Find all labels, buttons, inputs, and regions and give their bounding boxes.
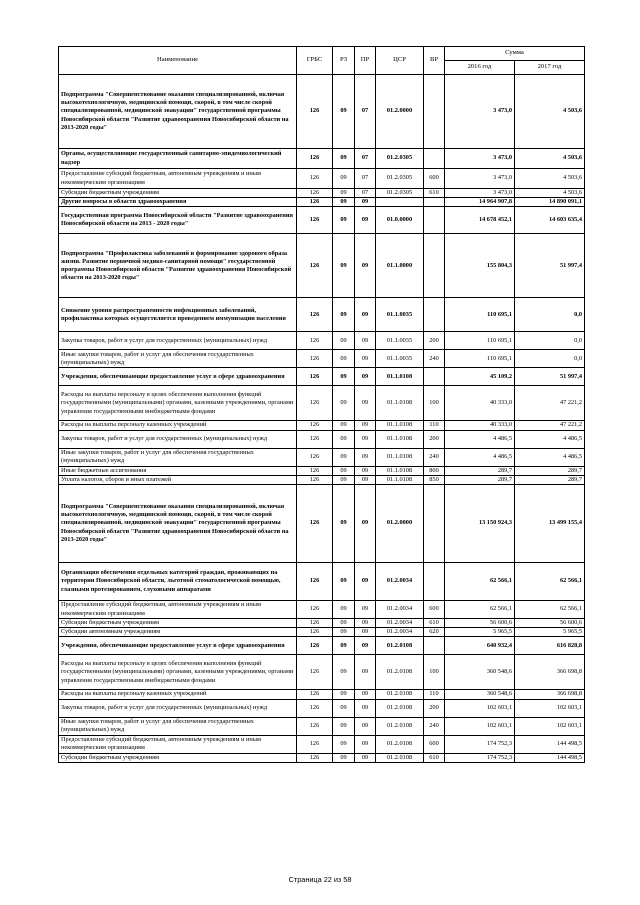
- cell-s2017: 47 221,2: [515, 386, 585, 421]
- cell-pr: 09: [355, 198, 376, 207]
- cell-vr: 100: [424, 386, 445, 421]
- cell-rz: 09: [333, 75, 355, 149]
- cell-s2017: 102 603,1: [515, 717, 585, 735]
- cell-grbs: 126: [297, 421, 333, 430]
- cell-csr: 01.0.0000: [376, 207, 424, 234]
- cell-vr: 850: [424, 475, 445, 484]
- cell-vr: [424, 149, 445, 169]
- table-row: [59, 475, 585, 484]
- col-vr-header: ВР: [424, 47, 445, 75]
- cell-grbs: 126: [297, 735, 333, 753]
- cell-pr: 09: [355, 637, 376, 655]
- cell-csr: 01.1.0035: [376, 350, 424, 368]
- cell-s2016: 13 150 924,3: [445, 485, 515, 563]
- cell-vr: 600: [424, 735, 445, 753]
- cell-vr: 600: [424, 169, 445, 189]
- cell-name: Организация обеспечения отдельных категорий граждан, проживающих на территории Новосибирской области, льготной стоматологической помощью, глазными протезированием, слуховыми аппаратами: [59, 563, 297, 601]
- cell-grbs: 126: [297, 198, 333, 207]
- cell-s2017: 56 600,6: [515, 619, 585, 628]
- cell-csr: 01.1.0035: [376, 298, 424, 332]
- cell-pr: 07: [355, 189, 376, 198]
- cell-rz: 09: [333, 234, 355, 298]
- cell-grbs: 126: [297, 628, 333, 637]
- cell-pr: 09: [355, 485, 376, 563]
- cell-s2017: 0,0: [515, 298, 585, 332]
- cell-csr: 01.2.0108: [376, 717, 424, 735]
- cell-vr: [424, 485, 445, 563]
- col-2017-header: 2017 год: [515, 61, 585, 75]
- cell-name: Иные бюджетные ассигнования: [59, 466, 297, 475]
- cell-csr: 01.1.0108: [376, 386, 424, 421]
- cell-rz: 09: [333, 628, 355, 637]
- cell-pr: 09: [355, 563, 376, 601]
- cell-vr: 620: [424, 628, 445, 637]
- cell-s2017: 4 486,5: [515, 430, 585, 448]
- cell-csr: 01.2.0108: [376, 637, 424, 655]
- cell-rz: 09: [333, 448, 355, 466]
- table-row: [59, 466, 585, 475]
- cell-rz: 09: [333, 619, 355, 628]
- cell-s2016: 360 548,6: [445, 690, 515, 699]
- table-row: [59, 628, 585, 637]
- cell-s2017: 62 566,1: [515, 601, 585, 619]
- cell-csr: 01.2.0000: [376, 75, 424, 149]
- cell-s2016: 62 566,1: [445, 563, 515, 601]
- cell-name: Закупка товаров, работ и услуг для государственных (муниципальных) нужд: [59, 430, 297, 448]
- cell-pr: 09: [355, 735, 376, 753]
- cell-rz: 09: [333, 368, 355, 386]
- cell-vr: [424, 234, 445, 298]
- cell-s2017: 4 486,5: [515, 448, 585, 466]
- cell-rz: 09: [333, 753, 355, 762]
- cell-s2016: 3 473,0: [445, 169, 515, 189]
- table-row: [59, 198, 585, 207]
- cell-name: Субсидии бюджетным учреждениям: [59, 753, 297, 762]
- col-grbs-header: ГРБС: [297, 47, 333, 75]
- cell-pr: 09: [355, 386, 376, 421]
- cell-pr: 09: [355, 699, 376, 717]
- cell-pr: 09: [355, 717, 376, 735]
- table-row: [59, 350, 585, 368]
- cell-name: Уплата налогов, сборов и иных платежей: [59, 475, 297, 484]
- cell-rz: 09: [333, 601, 355, 619]
- cell-name: Учреждения, обеспечивающие предоставление услуг в сфере здравоохранения: [59, 637, 297, 655]
- cell-s2016: 45 109,2: [445, 368, 515, 386]
- cell-rz: 09: [333, 169, 355, 189]
- cell-name: Субсидии автономным учреждениям: [59, 628, 297, 637]
- cell-pr: 09: [355, 655, 376, 690]
- cell-grbs: 126: [297, 368, 333, 386]
- cell-grbs: 126: [297, 298, 333, 332]
- cell-pr: 09: [355, 619, 376, 628]
- cell-rz: 09: [333, 699, 355, 717]
- cell-s2016: 5 965,5: [445, 628, 515, 637]
- cell-name: Предоставление субсидий бюджетным, автономным учреждениям и иным некоммерческим организациям: [59, 735, 297, 753]
- cell-vr: 240: [424, 350, 445, 368]
- cell-pr: 09: [355, 350, 376, 368]
- table-row: [59, 448, 585, 466]
- cell-name: Закупка товаров, работ и услуг для государственных (муниципальных) нужд: [59, 699, 297, 717]
- cell-pr: 07: [355, 149, 376, 169]
- cell-rz: 09: [333, 690, 355, 699]
- cell-grbs: 126: [297, 475, 333, 484]
- cell-grbs: 126: [297, 466, 333, 475]
- cell-s2016: 110 695,1: [445, 332, 515, 350]
- cell-s2017: 0,0: [515, 332, 585, 350]
- cell-s2017: 0,0: [515, 350, 585, 368]
- cell-s2017: 4 503,6: [515, 149, 585, 169]
- cell-vr: 110: [424, 690, 445, 699]
- cell-name: Расходы на выплаты персоналу казенных учреждений: [59, 421, 297, 430]
- cell-s2016: 289,7: [445, 466, 515, 475]
- cell-vr: 240: [424, 448, 445, 466]
- cell-pr: 09: [355, 421, 376, 430]
- cell-grbs: 126: [297, 332, 333, 350]
- cell-grbs: 126: [297, 690, 333, 699]
- cell-csr: 01.1.0108: [376, 466, 424, 475]
- cell-s2017: 144 498,5: [515, 753, 585, 762]
- cell-pr: 07: [355, 75, 376, 149]
- cell-csr: 01.2.0108: [376, 690, 424, 699]
- cell-name: Иные закупки товаров, работ и услуг для обеспечения государственных (муниципальных) нужд: [59, 448, 297, 466]
- cell-csr: 01.2.0108: [376, 655, 424, 690]
- cell-s2017: 289,7: [515, 475, 585, 484]
- cell-grbs: 126: [297, 699, 333, 717]
- col-name-header: Наименование: [59, 47, 297, 75]
- cell-csr: 01.2.0034: [376, 563, 424, 601]
- cell-name: Иные закупки товаров, работ и услуг для обеспечения государственных (муниципальных) нужд: [59, 350, 297, 368]
- cell-name: Субсидии бюджетным учреждениям: [59, 619, 297, 628]
- cell-rz: 09: [333, 475, 355, 484]
- cell-s2016: 360 548,6: [445, 655, 515, 690]
- cell-rz: 09: [333, 655, 355, 690]
- table-row: [59, 655, 585, 690]
- cell-grbs: 126: [297, 149, 333, 169]
- cell-s2016: 640 932,4: [445, 637, 515, 655]
- cell-grbs: 126: [297, 601, 333, 619]
- cell-rz: 09: [333, 563, 355, 601]
- table-row: [59, 169, 585, 189]
- cell-grbs: 126: [297, 637, 333, 655]
- cell-csr: 01.2.0108: [376, 753, 424, 762]
- cell-grbs: 126: [297, 75, 333, 149]
- cell-s2017: 144 498,5: [515, 735, 585, 753]
- cell-name: Подпрограмма "Профилактика заболеваний и формирование здорового образа жизни. Развитие первичной медико-санитарной помощи" государственной программы Новосибирской области "Развитие здравоохранения Новосибирской области на 2013-2020 годы": [59, 234, 297, 298]
- cell-name: Подпрограмма "Совершенствование оказания специализированной, включая высокотехнологичную, медицинской помощи, скорой, в том числе скорой специализированной, медицинской эвакуации" государственной программы Новосибирской области "Развитие здравоохранения Новосибирской области на 2013-2020 годы": [59, 75, 297, 149]
- cell-rz: 09: [333, 149, 355, 169]
- cell-s2017: 366 698,8: [515, 655, 585, 690]
- table-row: [59, 485, 585, 563]
- cell-s2016: 4 486,5: [445, 430, 515, 448]
- col-2016-header: 2016 год: [445, 61, 515, 75]
- cell-vr: 200: [424, 699, 445, 717]
- cell-s2016: 289,7: [445, 475, 515, 484]
- cell-grbs: 126: [297, 563, 333, 601]
- cell-s2016: 3 473,0: [445, 75, 515, 149]
- cell-vr: 610: [424, 189, 445, 198]
- cell-csr: 01.1.0108: [376, 448, 424, 466]
- table-row: [59, 717, 585, 735]
- cell-rz: 09: [333, 386, 355, 421]
- cell-rz: 09: [333, 735, 355, 753]
- budget-table: [58, 46, 585, 763]
- cell-name: Расходы на выплаты персоналу в целях обеспечения выполнения функций государственными (муниципальными) органами, казенными учреждениями, органами управления государственными внебюджетными фондами: [59, 386, 297, 421]
- cell-rz: 09: [333, 298, 355, 332]
- col-csr-header: ЦСР: [376, 47, 424, 75]
- cell-s2017: 13 499 155,4: [515, 485, 585, 563]
- cell-s2017: 14 890 091,1: [515, 198, 585, 207]
- cell-pr: 09: [355, 332, 376, 350]
- cell-s2016: 40 333,0: [445, 421, 515, 430]
- cell-vr: 200: [424, 332, 445, 350]
- cell-s2016: 62 566,1: [445, 601, 515, 619]
- cell-s2017: 102 603,1: [515, 699, 585, 717]
- cell-s2017: 4 503,6: [515, 189, 585, 198]
- page-footer: Страница 22 из 58: [288, 875, 352, 884]
- cell-rz: 09: [333, 466, 355, 475]
- cell-rz: 09: [333, 198, 355, 207]
- cell-s2016: 174 752,3: [445, 735, 515, 753]
- table-row: [59, 421, 585, 430]
- cell-vr: [424, 198, 445, 207]
- cell-s2016: 14 678 452,1: [445, 207, 515, 234]
- cell-pr: 09: [355, 207, 376, 234]
- cell-grbs: 126: [297, 485, 333, 563]
- cell-rz: 09: [333, 637, 355, 655]
- cell-csr: [376, 198, 424, 207]
- cell-s2016: 174 752,3: [445, 753, 515, 762]
- cell-pr: 09: [355, 368, 376, 386]
- cell-grbs: 126: [297, 169, 333, 189]
- cell-csr: 01.2.0305: [376, 149, 424, 169]
- cell-grbs: 126: [297, 753, 333, 762]
- table-row: [59, 619, 585, 628]
- cell-name: Расходы на выплаты персоналу в целях обеспечения выполнения функций государственными (муниципальными) органами, казенными учреждениями, органами управления государственными внебюджетными фондами: [59, 655, 297, 690]
- table-row: [59, 189, 585, 198]
- cell-grbs: 126: [297, 619, 333, 628]
- cell-grbs: 126: [297, 430, 333, 448]
- table-row: [59, 753, 585, 762]
- cell-vr: [424, 207, 445, 234]
- cell-grbs: 126: [297, 386, 333, 421]
- table-row: [59, 699, 585, 717]
- cell-name: Другие вопросы в области здравоохранения: [59, 198, 297, 207]
- cell-grbs: 126: [297, 717, 333, 735]
- cell-vr: [424, 637, 445, 655]
- cell-s2016: 155 804,3: [445, 234, 515, 298]
- table-row: [59, 690, 585, 699]
- cell-vr: [424, 298, 445, 332]
- cell-csr: 01.1.0108: [376, 368, 424, 386]
- table-row: [59, 735, 585, 753]
- cell-vr: [424, 563, 445, 601]
- cell-pr: 09: [355, 628, 376, 637]
- cell-name: Органы, осуществляющие государственный санитарно-эпидемиологический надзор: [59, 149, 297, 169]
- cell-pr: 09: [355, 601, 376, 619]
- cell-rz: 09: [333, 207, 355, 234]
- cell-vr: 100: [424, 655, 445, 690]
- cell-pr: 09: [355, 448, 376, 466]
- cell-rz: 09: [333, 717, 355, 735]
- cell-grbs: 126: [297, 189, 333, 198]
- table-row: [59, 75, 585, 149]
- cell-vr: 800: [424, 466, 445, 475]
- cell-s2017: 14 603 635,4: [515, 207, 585, 234]
- cell-csr: 01.1.0035: [376, 332, 424, 350]
- cell-s2017: 62 566,1: [515, 563, 585, 601]
- cell-grbs: 126: [297, 350, 333, 368]
- table-row: [59, 332, 585, 350]
- cell-s2017: 47 221,2: [515, 421, 585, 430]
- table-row: [59, 637, 585, 655]
- cell-s2017: 289,7: [515, 466, 585, 475]
- cell-csr: 01.1.0108: [376, 430, 424, 448]
- cell-csr: 01.2.0108: [376, 735, 424, 753]
- cell-csr: 01.2.0034: [376, 619, 424, 628]
- table-row: [59, 386, 585, 421]
- cell-s2016: 14 964 907,8: [445, 198, 515, 207]
- cell-grbs: 126: [297, 207, 333, 234]
- cell-name: Снижение уровня распространенности инфекционных заболеваний, профилактика которых осуществляется проведением иммунизации населения: [59, 298, 297, 332]
- cell-csr: 01.1.0108: [376, 421, 424, 430]
- cell-name: Предоставление субсидий бюджетным, автономным учреждениям и иным некоммерческим организациям: [59, 601, 297, 619]
- cell-csr: 01.1.0000: [376, 234, 424, 298]
- cell-s2017: 51 997,4: [515, 368, 585, 386]
- cell-s2017: 616 828,8: [515, 637, 585, 655]
- cell-s2017: 51 997,4: [515, 234, 585, 298]
- table-row: [59, 234, 585, 298]
- cell-pr: 09: [355, 690, 376, 699]
- table-row: [59, 298, 585, 332]
- col-sum-header: Сумма: [445, 47, 585, 61]
- cell-s2016: 102 603,1: [445, 717, 515, 735]
- table-row: [59, 207, 585, 234]
- cell-grbs: 126: [297, 234, 333, 298]
- cell-name: Подпрограмма "Совершенствование оказания специализированной, включая высокотехнологичную, медицинской помощи, скорой, в том числе скорой специализированной, медицинской эвакуации" государственной программы Новосибирской области "Развитие здравоохранения Новосибирской области на 2013-2020 годы": [59, 485, 297, 563]
- cell-csr: 01.2.0305: [376, 189, 424, 198]
- cell-pr: 09: [355, 430, 376, 448]
- cell-rz: 09: [333, 430, 355, 448]
- cell-name: Предоставление субсидий бюджетным, автономным учреждениям и иным некоммерческим организациям: [59, 169, 297, 189]
- cell-rz: 09: [333, 332, 355, 350]
- cell-csr: 01.2.0034: [376, 628, 424, 637]
- cell-s2017: 4 503,6: [515, 75, 585, 149]
- cell-vr: 200: [424, 430, 445, 448]
- table-row: [59, 601, 585, 619]
- cell-s2017: 4 503,6: [515, 169, 585, 189]
- cell-rz: 09: [333, 485, 355, 563]
- cell-s2016: 40 333,0: [445, 386, 515, 421]
- col-rz-header: РЗ: [333, 47, 355, 75]
- cell-s2016: 4 486,5: [445, 448, 515, 466]
- cell-pr: 09: [355, 753, 376, 762]
- cell-vr: 240: [424, 717, 445, 735]
- cell-rz: 09: [333, 189, 355, 198]
- cell-s2016: 3 473,0: [445, 189, 515, 198]
- cell-csr: 01.2.0000: [376, 485, 424, 563]
- table-row: [59, 563, 585, 601]
- cell-vr: 610: [424, 619, 445, 628]
- cell-csr: 01.1.0108: [376, 475, 424, 484]
- cell-pr: 09: [355, 466, 376, 475]
- cell-csr: 01.2.0108: [376, 699, 424, 717]
- cell-name: Учреждения, обеспечивающие предоставление услуг в сфере здравоохранения: [59, 368, 297, 386]
- cell-name: Иные закупки товаров, работ и услуг для обеспечения государственных (муниципальных) нужд: [59, 717, 297, 735]
- cell-name: Закупка товаров, работ и услуг для государственных (муниципальных) нужд: [59, 332, 297, 350]
- cell-name: Субсидии бюджетным учреждениям: [59, 189, 297, 198]
- cell-s2016: 102 603,1: [445, 699, 515, 717]
- table-row: [59, 368, 585, 386]
- cell-name: Расходы на выплаты персоналу казенных учреждений: [59, 690, 297, 699]
- cell-vr: [424, 368, 445, 386]
- cell-vr: 110: [424, 421, 445, 430]
- cell-s2017: 366 698,8: [515, 690, 585, 699]
- cell-pr: 09: [355, 234, 376, 298]
- cell-csr: 01.2.0034: [376, 601, 424, 619]
- cell-pr: 09: [355, 298, 376, 332]
- cell-csr: 01.2.0305: [376, 169, 424, 189]
- cell-grbs: 126: [297, 448, 333, 466]
- cell-vr: [424, 75, 445, 149]
- cell-pr: 07: [355, 169, 376, 189]
- table-row: [59, 149, 585, 169]
- cell-vr: 610: [424, 753, 445, 762]
- cell-s2016: 56 600,6: [445, 619, 515, 628]
- cell-s2017: 5 965,5: [515, 628, 585, 637]
- cell-pr: 09: [355, 475, 376, 484]
- cell-s2016: 110 695,1: [445, 298, 515, 332]
- cell-name: Государственная программа Новосибирской области "Развитие здравоохранения Новосибирской области на 2013 - 2020 годы": [59, 207, 297, 234]
- table-row: [59, 430, 585, 448]
- cell-s2016: 110 695,1: [445, 350, 515, 368]
- cell-rz: 09: [333, 421, 355, 430]
- cell-vr: 600: [424, 601, 445, 619]
- cell-s2016: 3 473,0: [445, 149, 515, 169]
- col-pr-header: ПР: [355, 47, 376, 75]
- cell-rz: 09: [333, 350, 355, 368]
- cell-grbs: 126: [297, 655, 333, 690]
